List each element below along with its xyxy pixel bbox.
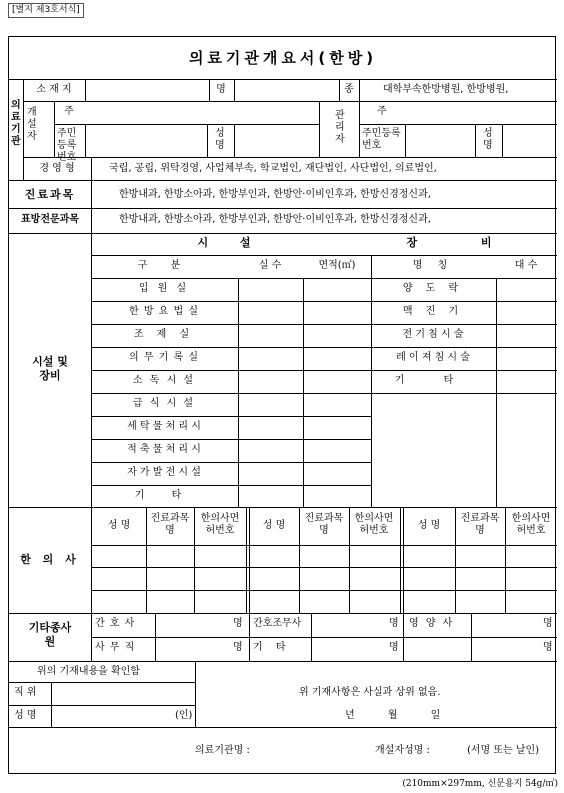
manager-rrn-label: 주민등록번호 — [362, 128, 401, 151]
confirm-statement: 위 기재사항은 사실과 상위 없음. — [299, 687, 441, 698]
rule — [91, 567, 557, 568]
room-item: 입 원 실 — [138, 283, 190, 294]
staff-other: 기 타 — [253, 642, 291, 653]
manager-address-label: 주 — [377, 106, 387, 117]
founder-sign-field: 개설자성명 : — [375, 745, 430, 756]
confirm-date: 년 월 일 — [345, 710, 441, 721]
rule — [246, 507, 247, 613]
clinical-dept-label: 진료과목 — [24, 188, 76, 201]
room-item: 의 무 기 록 실 — [128, 352, 200, 363]
rule — [403, 507, 404, 613]
rule — [299, 507, 300, 613]
doctor-col-dept: 진료과목명 — [304, 513, 344, 536]
unit: 명 — [543, 618, 553, 629]
col-equipment-count: 대 수 — [514, 260, 538, 271]
paper-spec: (210mm×297mm, 신문용지 54g/㎡) — [402, 779, 558, 789]
rule — [359, 101, 360, 157]
rule — [9, 79, 557, 80]
rule — [371, 301, 557, 302]
rule — [400, 507, 401, 613]
room-item: 한 방 요 법 실 — [128, 306, 200, 317]
room-item: 조 제 실 — [133, 329, 195, 340]
rule — [91, 370, 371, 371]
rule — [194, 507, 195, 613]
rule — [91, 439, 371, 440]
founder-address-label: 주 — [64, 106, 74, 117]
rule — [9, 705, 195, 706]
doctor-col-dept: 진료과목명 — [460, 513, 500, 536]
manager-sign-label: 성명 — [483, 128, 493, 151]
rule — [319, 101, 320, 157]
staff-nutritionist: 영 양 사 — [409, 618, 455, 629]
unit: 명 — [389, 642, 399, 653]
rule — [91, 485, 371, 486]
doctor-col-dept: 진료과목명 — [150, 513, 190, 536]
rule — [475, 124, 476, 157]
rule — [403, 613, 404, 661]
col-rooms: 실 수 — [258, 260, 282, 271]
rule — [371, 370, 557, 371]
col-equipment-name: 명 칭 — [412, 260, 454, 271]
rule — [9, 682, 195, 683]
rule — [209, 79, 210, 101]
rule — [249, 507, 250, 613]
type-label: 종 — [344, 84, 354, 95]
rule — [91, 462, 371, 463]
founder-sign-label: 성명 — [215, 128, 225, 151]
rule — [54, 101, 55, 157]
rule — [91, 157, 92, 233]
unit: 명 — [233, 642, 243, 653]
institution-label: 의료기관 — [11, 100, 21, 147]
room-item: 적 축 물 처 리 시 — [127, 444, 201, 455]
sign-note: (서명 또는 날인) — [467, 745, 540, 756]
doctor-col-name: 성 명 — [417, 520, 441, 531]
rule — [311, 613, 312, 661]
rule — [502, 124, 503, 157]
facility-section-label: 시설 및 장비 — [32, 355, 68, 382]
rule — [85, 79, 86, 101]
unit: 명 — [543, 642, 553, 653]
rule — [9, 727, 557, 728]
room-item: 급 식 시 설 — [132, 398, 196, 409]
rule — [234, 79, 235, 101]
rule — [91, 347, 371, 348]
staff-nurse-aide: 간호조무사 — [253, 618, 302, 629]
doctor-col-name: 성 명 — [107, 520, 131, 531]
form-title: 의료기관개요서(한방) — [188, 49, 378, 67]
doctor-section-label: 한 의 사 — [20, 553, 80, 566]
rule — [155, 613, 156, 661]
rule — [91, 324, 371, 325]
unit: 명 — [389, 618, 399, 629]
rule — [471, 613, 472, 661]
rule — [91, 233, 92, 661]
rule — [496, 278, 497, 507]
confirm-title: 위의 기재내용을 확인함 — [37, 666, 140, 677]
institution-name-label: 의료기관명 : — [195, 745, 250, 756]
rule — [359, 124, 557, 125]
rule — [195, 661, 196, 727]
name-label: 명 — [216, 84, 226, 95]
rule — [91, 545, 557, 546]
rule — [23, 79, 24, 180]
overview-form — [8, 36, 556, 774]
rule — [371, 255, 372, 507]
staff-section-label: 기타종사원 — [28, 621, 72, 648]
clinical-dept-value: 한방내과, 한방소아과, 한방부인과, 한방안·이비인후과, 한방신경정신과, — [119, 189, 431, 200]
type-value: 대학부속한방병원, 한방병원, — [383, 84, 509, 95]
manager-label: 관리자 — [335, 110, 345, 145]
rule — [207, 124, 208, 157]
rule — [405, 124, 406, 157]
rule — [91, 416, 371, 417]
founder-rrn-label: 주민등록번호 — [57, 128, 77, 163]
rule — [234, 124, 235, 157]
op-type-value: 국립, 공립, 위탁경영, 사업체부속, 학교법인, 재단법인, 사단법인, 의료법인, — [109, 163, 437, 174]
room-item: 소 독 시 설 — [132, 375, 196, 386]
rule — [91, 637, 557, 638]
equipment-item: 양 도 락 — [402, 283, 464, 294]
rule — [238, 278, 239, 507]
doctor-col-license: 한의사면허번호 — [200, 513, 240, 536]
rule — [91, 301, 371, 302]
rule — [371, 324, 557, 325]
room-item: 자 가 발 전 시 설 — [127, 467, 201, 478]
room-item: 세 탁 물 처 리 시 — [127, 421, 201, 432]
confirm-position-label: 직 위 — [14, 687, 37, 698]
rule — [91, 255, 557, 256]
rule — [91, 590, 557, 591]
rule — [505, 507, 506, 613]
rule — [371, 393, 557, 394]
confirm-name-label: 성 명 — [14, 710, 37, 721]
doctor-col-license: 한의사면허번호 — [511, 513, 551, 536]
unit: 명 — [233, 618, 243, 629]
form-number-tag: [별지 제3호서식] — [8, 3, 84, 18]
rule — [249, 613, 250, 661]
doctor-col-name: 성 명 — [262, 520, 286, 531]
col-area: 면적(㎡) — [318, 260, 356, 271]
doctor-col-license: 한의사면허번호 — [354, 513, 394, 536]
room-item: 기 타 — [134, 490, 194, 501]
rule — [54, 124, 319, 125]
rule — [51, 682, 52, 727]
specialty-dept-label: 표방전문과목 — [21, 214, 79, 225]
equipment-item: 레 이 져 침 시 술 — [396, 352, 470, 363]
rule — [91, 393, 371, 394]
col-category: 구 분 — [137, 260, 191, 271]
address-label: 소 재 지 — [36, 84, 72, 95]
rule — [91, 278, 557, 279]
op-type-label: 경 영 형 — [39, 163, 75, 174]
rule — [303, 278, 304, 507]
rule — [371, 347, 557, 348]
rule — [359, 79, 360, 101]
equipment-item: 맥 진 기 — [402, 306, 464, 317]
rule — [455, 507, 456, 613]
rule — [9, 661, 557, 662]
staff-clerk: 사 무 직 — [95, 642, 136, 653]
rule — [339, 79, 340, 101]
specialty-dept-value: 한방내과, 한방소아과, 한방부인과, 한방안·이비인후과, 한방신경정신과, — [119, 214, 431, 225]
rule — [23, 101, 557, 102]
rule — [146, 507, 147, 613]
founder-label: 개설자 — [27, 107, 37, 142]
equipment-item: 기 타 — [394, 375, 472, 386]
rule — [23, 157, 557, 158]
staff-nurse: 간 호 사 — [95, 618, 136, 629]
equipment-item: 전 기 침 시 술 — [402, 329, 464, 340]
rule — [85, 124, 86, 157]
facility-header: 시 설 — [197, 236, 265, 249]
equipment-header: 장 비 — [406, 236, 522, 249]
seal-mark: (인) — [175, 710, 193, 721]
